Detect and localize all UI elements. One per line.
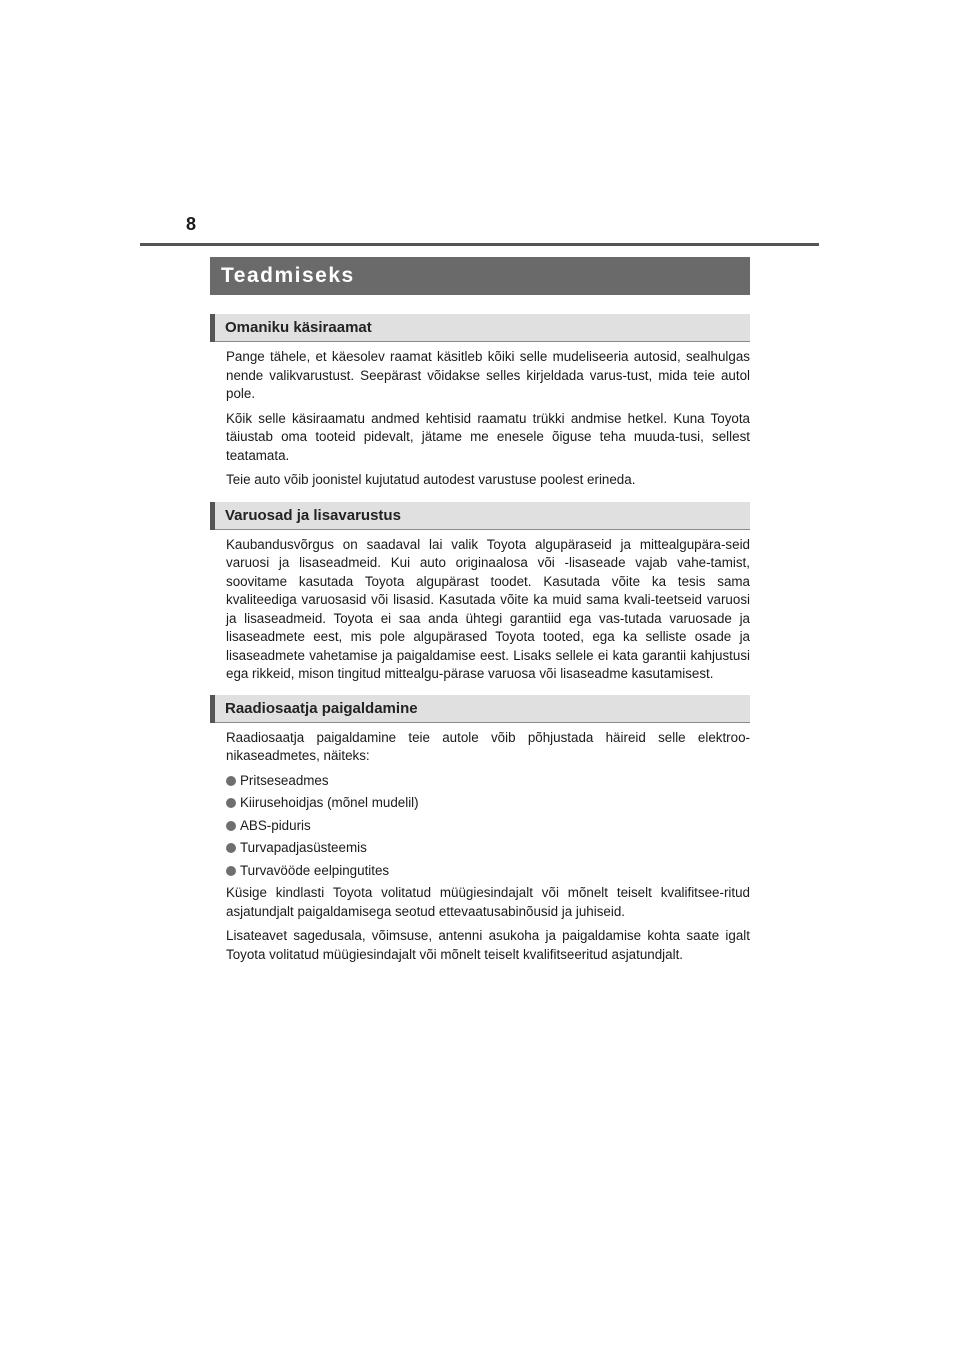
list-item: [226, 817, 750, 836]
bullet-dot-icon: [226, 821, 236, 831]
paragraph: Lisateavet sagedusala, võimsuse, antenni asukoha ja paigaldamise kohta saate igalt Toyota volitatud müügiesindajalt või mõnelt teiselt kvalifitseeritud asjatundjalt.: [226, 928, 750, 962]
paragraph: Kõik selle käsiraamatu andmed kehtisid raamatu trükki andmise hetkel. Kuna Toyota täiustab oma tooteid pidevalt, jätame me enesele õiguse teha muuda-tusi, sellest teatamata.: [226, 410, 750, 463]
bullet-dot-icon: [226, 866, 236, 876]
page-number: 8: [186, 214, 197, 234]
list-item-text: Turvavööde eelpingutites: [240, 862, 390, 878]
section-heading-spare-parts: Varuosad ja lisavarustus: [210, 502, 750, 530]
list-item-text: Turvapadjasüsteemis: [240, 840, 367, 855]
paragraph: Pange tähele, et käesolev raamat käsitleb kõiki selle mudeliseeria autosid, sealhulgas nende valikvarustust. Seepärast võidakse selles kirjeldada varus-tust, mida teie autol pole.: [226, 349, 750, 401]
section-body-owners-manual: [210, 348, 750, 490]
paragraph: Teie auto võib joonistel kujutatud autodest varustuse poolest erineda.: [226, 472, 636, 487]
list-item-text: Pritseseadmes: [240, 772, 329, 788]
bullet-dot-icon: [226, 798, 236, 808]
paragraph: Kaubandusvõrgus on saadaval lai valik Toyota algupäraseid ja mittealgupära-seid varuosi ja lisaseadmeid. Kui auto originaalosa või -lisaseade vajab vahe-tamist, soovitame kasutada Toyota algupärast toodet. Kasutada võite ka tesis sama kvaliteediga varuosasid või lisasid. Kasutada võite ka muid sama kvali-teetseid varuosi ja lisaseadmeid. Toyota ei saa anda ühtegi garantiid ega vas-tutada varuosade ja lisaseadmete eest, mis pole algupärased Toyota tooted, ega ka selliste osade ja lisaseadmete vahetamise ja paigaldamise eest. Lisaks sellele ei kata garantii kahjustusi ega rikkeid, mison tingitud mittealgu-pärase varuosa või lisaseadme kasutamisest.: [226, 536, 750, 681]
list-item: [226, 794, 750, 813]
list-item-text: Kiirusehoidjas (mõnel mudelil): [240, 795, 419, 810]
paragraph: Küsige kindlasti Toyota volitatud müügiesindajalt või mõnelt teiselt kvalifitsee-ritud asjatundjalt paigaldamisega seotud ettevaatusabinõusid ja juhiseid.: [226, 885, 750, 919]
header-rule: [140, 243, 819, 246]
bullet-dot-icon: [226, 843, 236, 853]
bullet-dot-icon: [226, 776, 236, 786]
section-heading-radio-transmitter: Raadiosaatja paigaldamine: [210, 695, 750, 723]
list-item: [226, 772, 750, 791]
page-content: [210, 257, 750, 970]
section-heading-owners-manual: Omaniku käsiraamat: [210, 314, 750, 342]
section-body-radio-transmitter: [210, 729, 750, 965]
section-body-spare-parts: [210, 536, 750, 684]
list-item: [226, 839, 750, 858]
paragraph: Raadiosaatja paigaldamine teie autole võib põhjustada häireid selle elektroo-nikaseadmetes, näiteks:: [226, 729, 750, 763]
list-item: [226, 862, 750, 881]
list-item-text: ABS-piduris: [240, 817, 311, 833]
chapter-heading: Teadmiseks: [210, 257, 750, 295]
